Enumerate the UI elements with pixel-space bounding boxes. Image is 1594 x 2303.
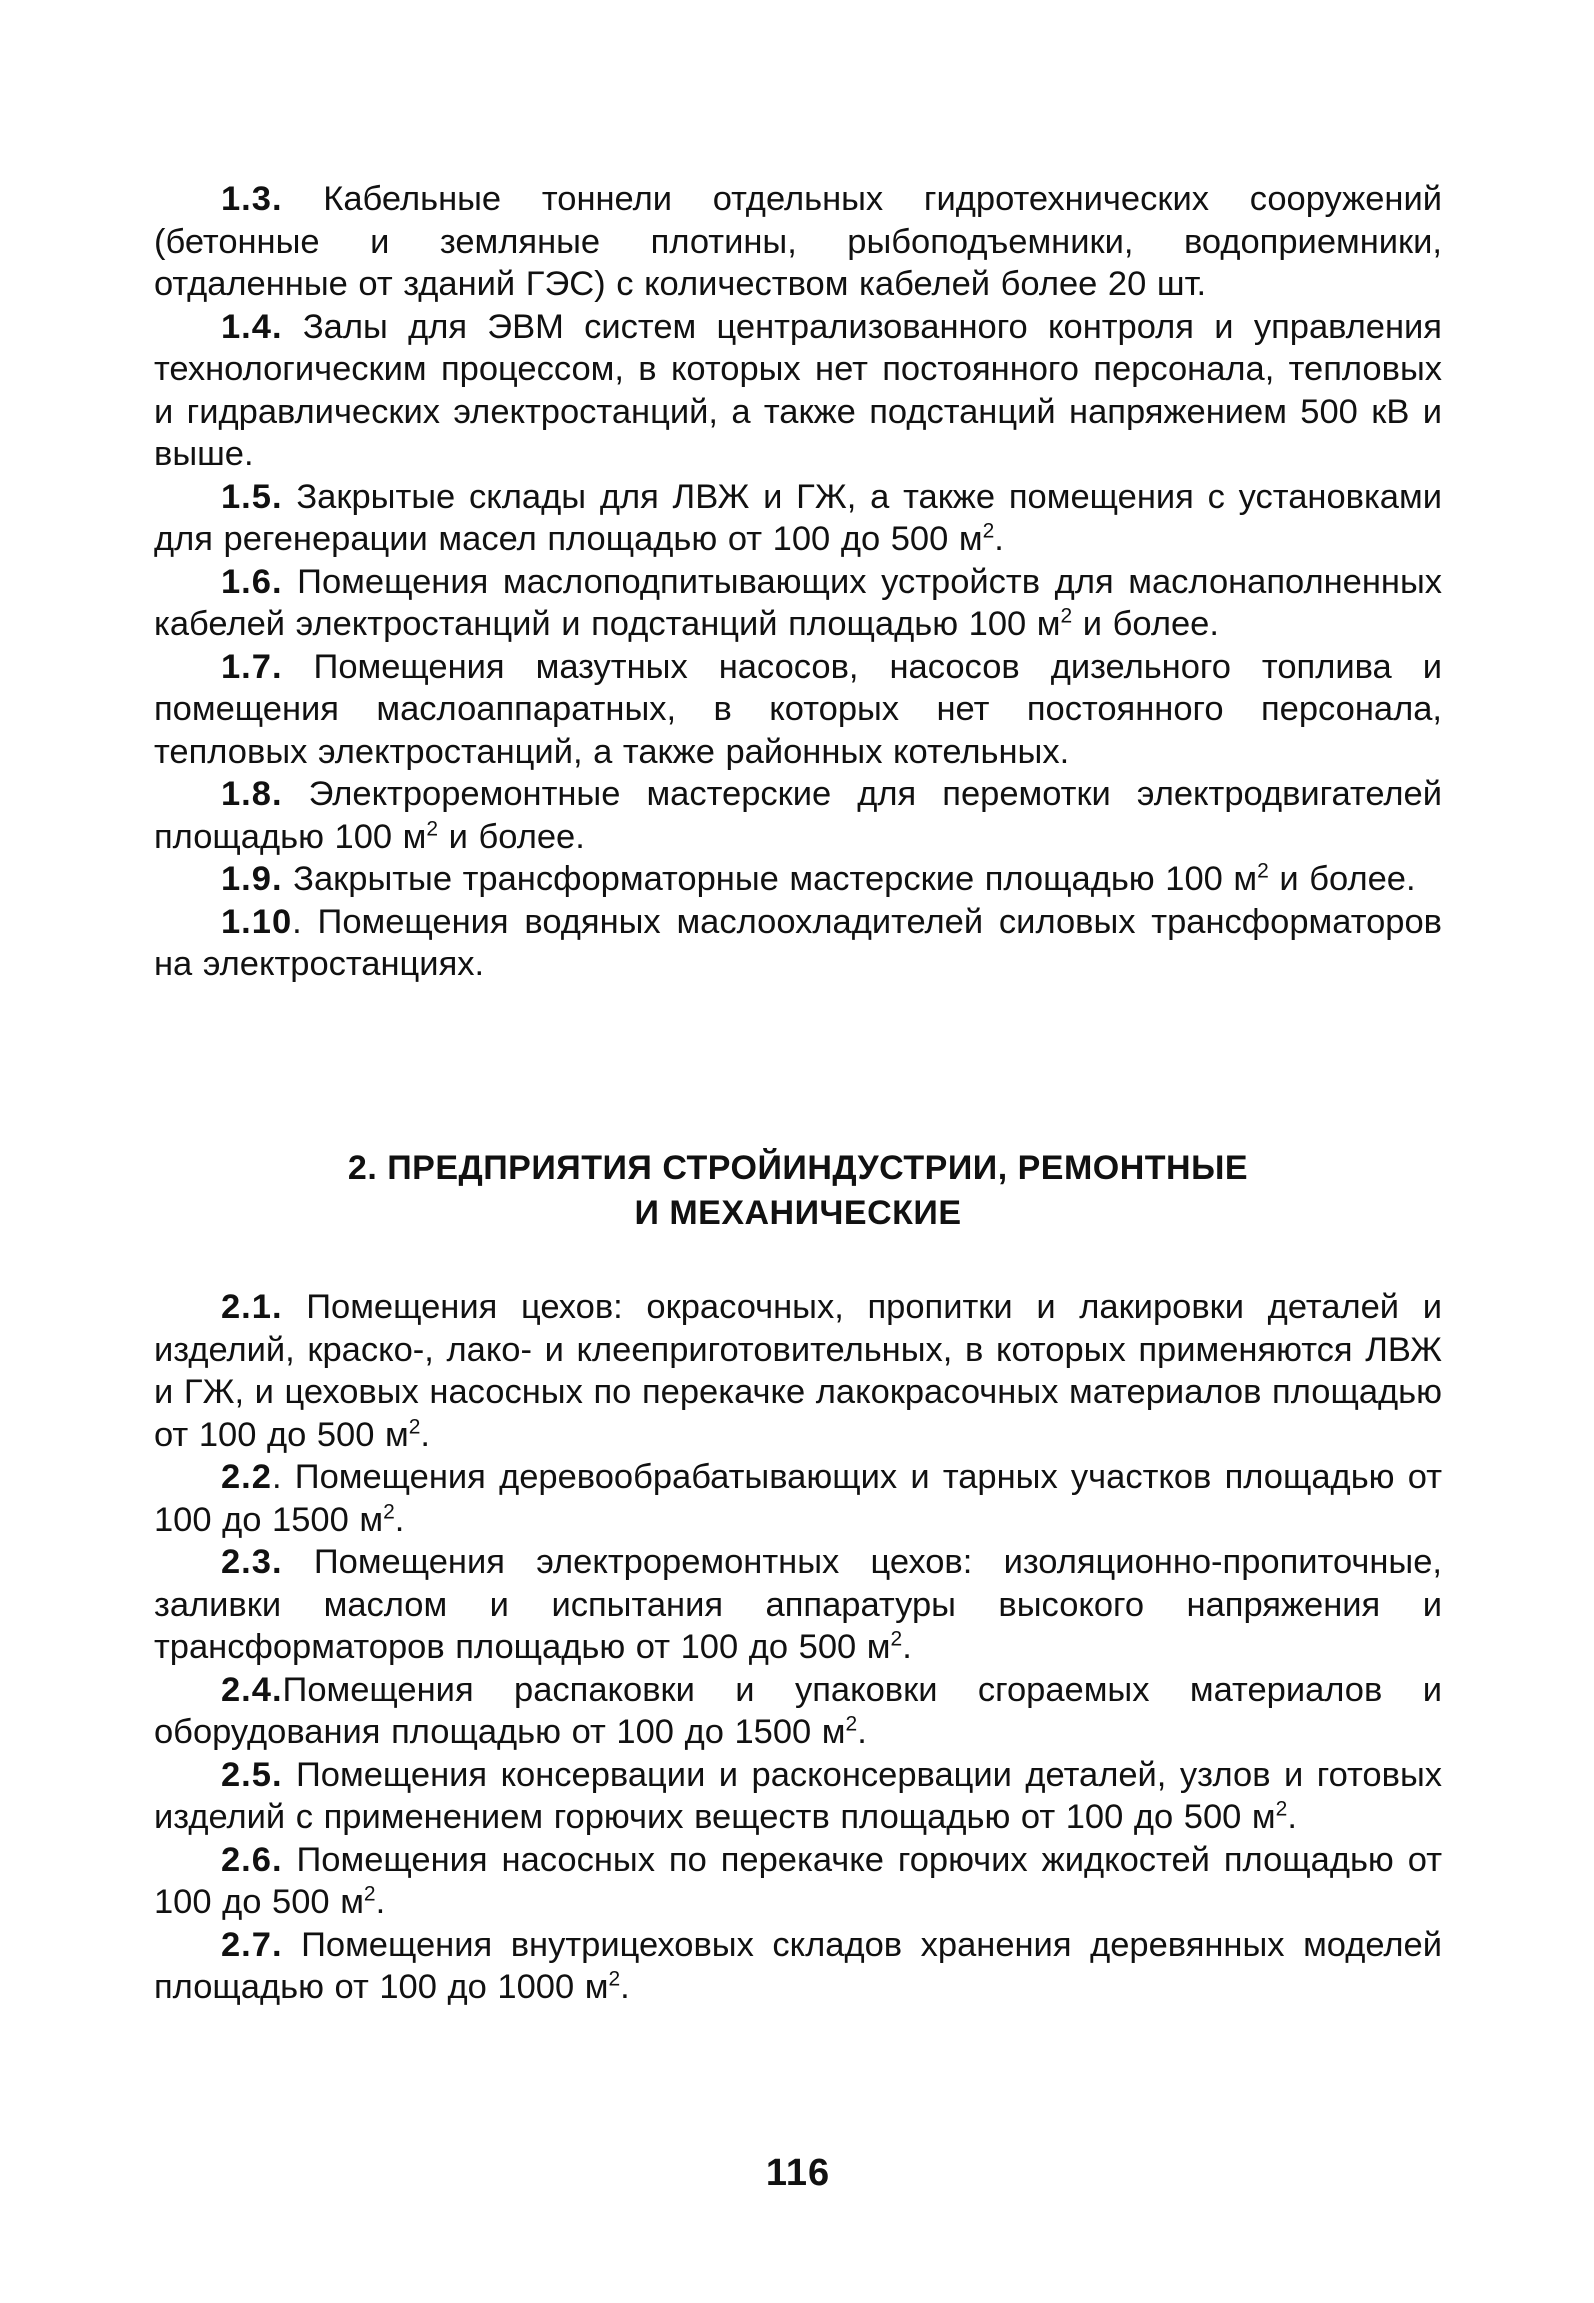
item-tail: . — [994, 520, 1004, 558]
section-2-list — [154, 1286, 1442, 2009]
superscript: 2 — [608, 1967, 621, 1991]
item-number: 2.4. — [221, 1670, 283, 1709]
item-tail: и более. — [1072, 605, 1219, 643]
item-text: Помещения цехов: окрасочных, пропитки и лакировки деталей и изделий, краско-, лако- и клееприготовительных, в которых применяются ЛВЖ и ГЖ, и цеховых насосных по перекачке лакокрасочных материалов площадью от 100 до 500 м — [154, 1288, 1442, 1454]
heading-line-1: 2. ПРЕДПРИЯТИЯ СТРОЙИНДУСТРИИ, РЕМОНТНЫЕ — [347, 1149, 1249, 1187]
item-text: Помещения консервации и расконсервации деталей, узлов и готовых изделий с применением горючих веществ площадью от 100 до 500 м — [154, 1755, 1442, 1836]
list-item — [154, 773, 1442, 858]
item-number: 2.3. — [221, 1543, 283, 1581]
item-text: Закрытые трансформаторные мастерские площадью 100 м — [282, 860, 1258, 898]
item-tail: . — [857, 1713, 867, 1751]
list-item — [154, 561, 1442, 646]
superscript: 2 — [845, 1712, 858, 1736]
item-text: . Помещения водяных маслоохладителей силовых трансформаторов на электростанциях. — [154, 902, 1442, 983]
list-item — [154, 858, 1442, 901]
list-item — [154, 646, 1442, 774]
item-text: Залы для ЭВМ систем централизованного контроля и управления технологическим процессом, в которых нет постоянного персонала, тепловых и гидравлических электростанций, а также подстанций напряжением 500 кВ и выше. — [154, 307, 1442, 473]
item-number: 1.10 — [221, 902, 293, 941]
item-tail: . — [1287, 1798, 1297, 1836]
item-number: 1.8. — [221, 775, 283, 813]
item-number: 1.3. — [221, 180, 283, 218]
list-item — [154, 901, 1442, 986]
item-number: 1.7. — [221, 647, 283, 686]
item-text: Помещения внутрицеховых складов хранения деревянных моделей площадью от 100 до 1000 м — [154, 1925, 1442, 2006]
item-tail: . — [420, 1415, 431, 1454]
list-item — [154, 1839, 1442, 1924]
item-text: Электроремонтные мастерские для перемотки электродвигателей площадью 100 м — [154, 775, 1442, 856]
item-tail: . — [375, 1883, 386, 1921]
item-number: 2.2 — [221, 1458, 272, 1496]
section-2-heading — [154, 1146, 1442, 1236]
list-item — [154, 1286, 1442, 1456]
item-number: 1.6. — [221, 562, 283, 601]
item-text: . Помещения деревообрабатывающих и тарных участков площадью от 100 до 1500 м — [154, 1458, 1442, 1539]
item-number: 2.1. — [221, 1288, 283, 1326]
superscript: 2 — [363, 1882, 376, 1906]
item-tail: и более. — [1268, 860, 1416, 898]
list-item — [154, 1669, 1442, 1754]
page-number: 116 — [765, 2152, 831, 2194]
superscript: 2 — [383, 1500, 395, 1523]
list-item — [154, 1924, 1442, 2009]
item-text: Помещения мазутных насосов, насосов дизельного топлива и помещения маслоаппаратных, в которых нет постоянного персонала, тепловых электростанций, а также районных котельных. — [154, 647, 1442, 771]
item-text: Закрытые склады для ЛВЖ и ГЖ, а также помещения с установками для регенерации масел площадью от 100 до 500 м — [154, 477, 1442, 558]
list-item — [154, 178, 1442, 306]
item-tail: . — [620, 1968, 630, 2006]
item-number: 1.4. — [221, 307, 283, 346]
item-number: 1.5. — [221, 477, 283, 516]
item-tail: и более. — [438, 817, 585, 856]
list-item — [154, 476, 1442, 561]
superscript: 2 — [1060, 604, 1073, 628]
item-tail: . — [394, 1500, 405, 1539]
item-number: 2.7. — [221, 1925, 283, 1964]
heading-line-2: И МЕХАНИЧЕСКИЕ — [634, 1194, 962, 1232]
list-item — [154, 306, 1442, 476]
superscript: 2 — [1257, 859, 1269, 883]
item-text: Помещения насосных по перекачке горючих жидкостей площадью от 100 до 500 м — [154, 1840, 1442, 1921]
superscript: 2 — [408, 1415, 421, 1438]
item-tail: . — [902, 1628, 912, 1666]
section-1-list — [154, 178, 1442, 986]
superscript: 2 — [890, 1627, 903, 1651]
list-item — [154, 1456, 1442, 1541]
superscript: 2 — [426, 817, 439, 840]
superscript: 2 — [1275, 1797, 1288, 1821]
item-text: Помещения распаковки и упаковки сгораемых материалов и оборудования площадью от 100 до 1500 м — [154, 1670, 1442, 1751]
item-number: 2.6. — [221, 1840, 283, 1879]
item-text: Помещения электроремонтных цехов: изоляционно-пропиточные, заливки маслом и испытания аппаратуры высокого напряжения и трансформаторов площадью от 100 до 500 м — [154, 1543, 1442, 1666]
list-item — [154, 1754, 1442, 1839]
item-text: Кабельные тоннели отдельных гидротехнических сооружений (бетонные и земляные плотины, рыбоподъемники, водоприемники, отдаленные от зданий ГЭС) с количеством кабелей более 20 шт. — [154, 180, 1442, 303]
item-number: 2.5. — [221, 1755, 283, 1794]
item-text: Помещения маслоподпитывающих устройств для маслонаполненных кабелей электростанций и подстанций площадью 100 м — [154, 562, 1442, 643]
item-number: 1.9. — [221, 860, 283, 898]
list-item — [154, 1541, 1442, 1669]
superscript: 2 — [982, 519, 995, 543]
